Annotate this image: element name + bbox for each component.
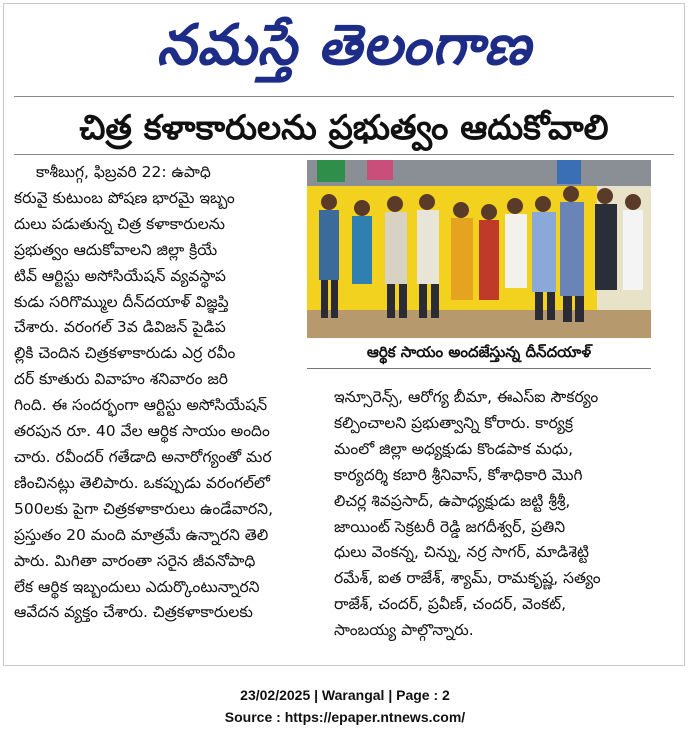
photo-caption: ఆర్థిక సాయం అందజేస్తున్న దీన్‌దయాళ్ [366,343,592,361]
footer-edition-info: 23/02/2025 | Warangal | Page : 2 [240,687,450,703]
masthead [4,4,684,90]
body-line: ప్రస్తుతం 20 మంది మాత్రమే ఉన్నారని తెలి [14,525,269,544]
headline-rule [14,154,674,155]
body-line: కుడు సరిగొమ్ముల దీన్‌దయాళ్ విజ్ఞప్తి [14,292,229,311]
body-line: తరపున రూ. 40 వేల ఆర్థిక సాయం అందిం [14,422,270,441]
body-line: పారు. మిగితా వారంతా సరైన జీవనోపాధి [14,551,256,570]
masthead-title: నమస్తే తెలంగాణ [156,12,532,78]
article-photo [307,160,651,338]
body-line: ఇన్సూరెన్స్, ఆరోగ్య బీమా, ఈఎస్ఐ సౌకర్యం [334,388,599,406]
body-line: సాంబయ్య పాల్గొన్నారు. [334,621,474,640]
body-line: రాజేశ్, చందర్, ప్రవీణ్, చందర్, వెంకట్, [334,595,567,614]
body-line: కరువై కుటుంబ పోషణ భారమై ఇబ్బం [14,188,235,207]
body-line: చేశారు. వరంగల్ 3వ డివిజన్ పైడిప [14,318,226,337]
body-line: జాయింట్ సెక్రటరీ రెడ్డి జగదీశ్వర్, ప్రతిని [334,517,566,536]
body-line: కాశీబుగ్గ, ఫిబ్రవరి 22: ఉపాధి [36,163,211,181]
masthead-rule [14,96,674,97]
body-line: ఆవేదన వ్యక్తం చేశారు. చిత్రకళాకారులకు [14,603,253,622]
body-line: 500లకు పైగా చిత్రకళాకారులు ఉండేవారని, [14,499,273,518]
caption-rule [307,368,651,369]
body-line: టివ్ ఆర్టిస్టు అసోసియేషన్ వ్యవస్థాప [14,266,226,285]
body-line: ప్రభుత్వం ఆదుకోవాలని జిల్లా క్రియే [14,240,218,259]
body-line: ణించినట్లు తెలిపారు. ఒకప్పుడు వరంగల్‌లో [14,473,270,492]
body-line: కార్యదర్శి కబారి శ్రీనివాస్, కోశాధికారి మొగి [334,465,583,484]
body-line: ల్లికి చెందిన చిత్రకళాకారుడు ఎర్ర రవీం [14,344,236,363]
article-left-column [14,160,300,626]
footer-source: Source : https://epaper.ntnews.com/ [224,709,466,725]
body-line: చారు. రవీందర్ గతేడాది అనారోగ్యంతో మర [14,447,272,466]
body-line: ధులు వెంకన్న, చిన్ను, నర్ర సాగర్, మాడిశెట్టి [334,543,589,562]
article-headline: చిత్ర కళాకారులను ప్రభుత్వం ఆదుకోవాలి [79,108,609,148]
body-line: దర్ కూతురు వివాహం శనివారం జరి [14,370,228,389]
newspaper-clipping [3,3,685,666]
body-line: దులు పడుతున్న చిత్ర కళాకారులను [14,214,226,233]
body-line: గింది. ఈ సందర్భంగా ఆర్టిస్టు అసోసియేషన్ [14,396,268,415]
body-line: మంలో జిల్లా అధ్యక్షుడు కొండపాక మధు, [334,439,574,458]
body-line: లిచర్ల శివప్రసాద్, ఉపాధ్యక్షుడు జట్టి శ్రీశ్రీ, [334,491,571,510]
body-line: లేక ఆర్థిక ఇబ్బందులు ఎదుర్కొంటున్నారని [14,577,260,596]
article-right-column [334,385,652,644]
body-line: కల్పించాలని ప్రభుత్వాన్ని కోరారు. కార్యక్ర [334,413,573,432]
body-line: రమేశ్, ఐత రాజేశ్, శ్యామ్, రామకృష్ణ, సత్యం [334,569,601,588]
